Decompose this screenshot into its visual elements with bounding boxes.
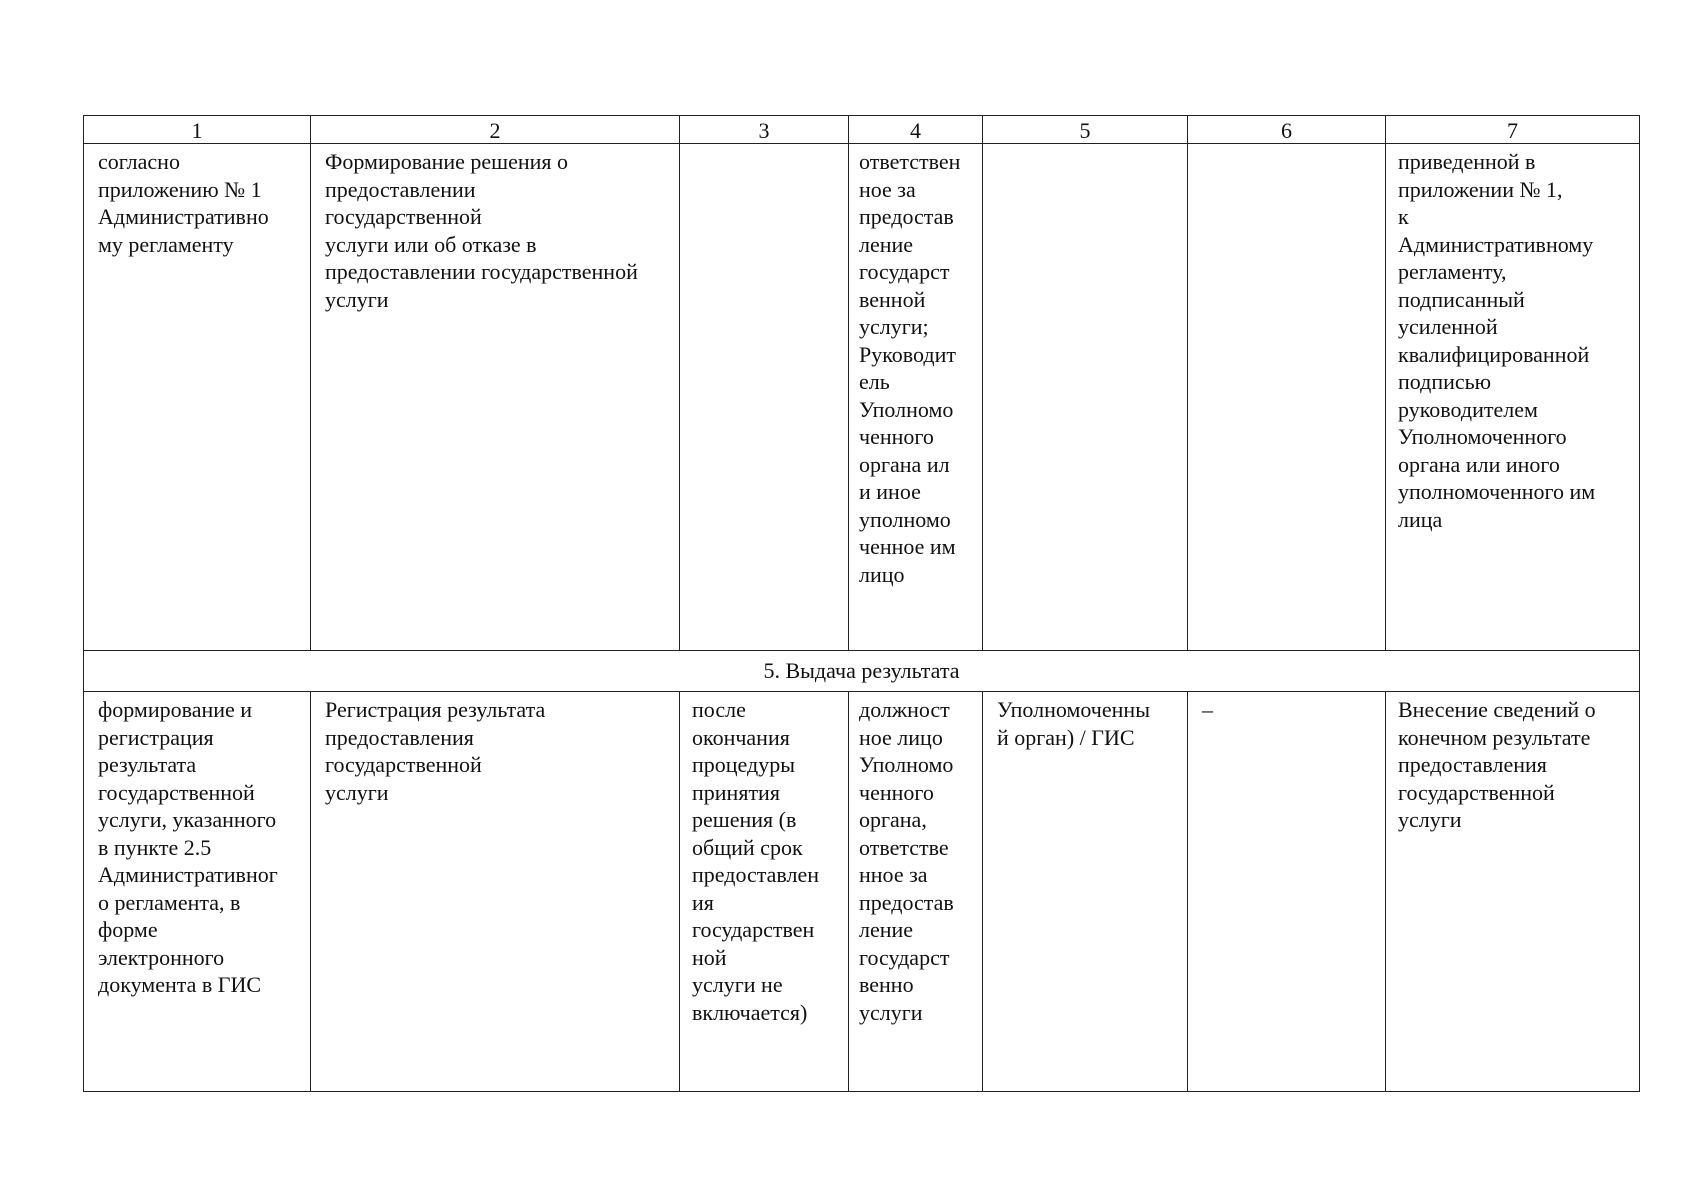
- header-cell-2: 2: [311, 116, 680, 144]
- row1-action-cell: Формирование решения о предоставлении государственной услуги или об отказе в предоставлении государственной услуги: [311, 144, 680, 651]
- row1-result-cell: приведенной в приложении № 1, к Административному регламенту, подписанный усиленной квалифицированной подписью руководителем Уполномоченного органа или иного уполномоченного им лица: [1386, 144, 1640, 651]
- header-cell-3: 3: [680, 116, 849, 144]
- row2-result-cell: Внесение сведений о конечном результате предоставления государственной услуги: [1386, 692, 1640, 1092]
- header-row: [84, 116, 1640, 144]
- row2-term-cell: после окончания процедуры принятия решения (в общий срок предоставлен ия государствен ной услуги не включается): [680, 692, 849, 1092]
- table-row: [84, 692, 1640, 1092]
- section-title: 5. Выдача результата: [84, 651, 1640, 692]
- row2-place-cell: Уполномоченны й орган) / ГИС: [983, 692, 1188, 1092]
- row2-basis-cell: формирование и регистрация результата государственной услуги, указанного в пункте 2.5 Административног о регламента, в форме электронного документа в ГИС: [84, 692, 311, 1092]
- row2-responsible-cell: должност ное лицо Уполномо ченного органа, ответстве нное за предостав ление государст венно услуги: [849, 692, 983, 1092]
- row2-action-cell: Регистрация результата предоставления государственной услуги: [311, 692, 680, 1092]
- row1-basis-cell: согласно приложению № 1 Административно му регламенту: [84, 144, 311, 651]
- row1-place-cell: [983, 144, 1188, 651]
- row1-term-cell: [680, 144, 849, 651]
- row2-criteria-cell: –: [1188, 692, 1386, 1092]
- header-cell-7: 7: [1386, 116, 1640, 144]
- procedure-table: [83, 115, 1640, 1092]
- section-row: [84, 651, 1640, 692]
- table-row: [84, 144, 1640, 651]
- header-cell-4: 4: [849, 116, 983, 144]
- row1-responsible-cell: ответствен ное за предостав ление государст венной услуги; Руководит ель Уполномо ченного органа ил и иное уполномо ченное им лицо: [849, 144, 983, 651]
- row1-criteria-cell: [1188, 144, 1386, 651]
- header-cell-1: 1: [84, 116, 311, 144]
- header-cell-5: 5: [983, 116, 1188, 144]
- header-cell-6: 6: [1188, 116, 1386, 144]
